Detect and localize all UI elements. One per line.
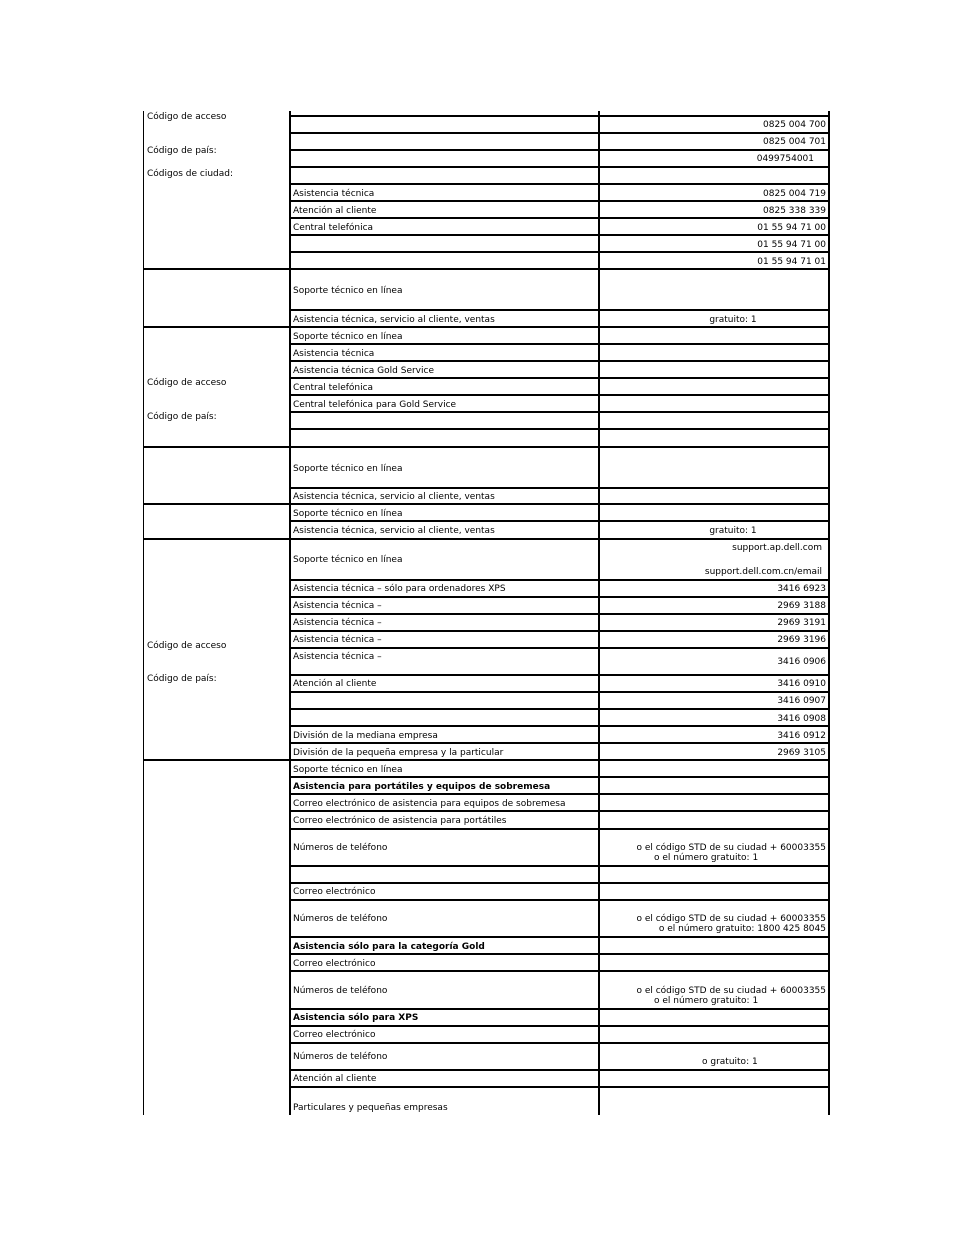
row-desc: Soporte técnico en línea — [293, 464, 403, 474]
row-desc: Particulares y pequeñas empresas — [293, 1103, 448, 1113]
phone-value: 0825 004 700 — [763, 120, 826, 130]
phone-value-alt: o el número gratuito: 1800 425 8045 — [658, 924, 826, 934]
row-rule — [290, 487, 830, 489]
row-rule — [290, 810, 830, 812]
phone-value: 3416 0912 — [777, 731, 826, 741]
row-desc: Atención al cliente — [293, 206, 377, 216]
phone-value: 2969 3191 — [777, 618, 826, 628]
section-heading: Asistencia sólo para la categoría Gold — [293, 942, 485, 952]
row-rule — [290, 647, 830, 649]
row-desc: Asistencia técnica – — [293, 601, 382, 611]
row-rule — [290, 360, 830, 362]
row-rule — [290, 520, 830, 522]
section-heading: Asistencia para portátiles y equipos de sobremesa — [293, 782, 551, 792]
row-rule — [290, 411, 830, 413]
row-desc: Asistencia técnica, servicio al cliente, ventas — [293, 492, 495, 502]
block3-left-1: Código de acceso — [147, 378, 227, 388]
phone-value: 2969 3196 — [777, 635, 826, 645]
block-separator — [143, 268, 830, 270]
row-rule — [290, 725, 830, 727]
row-rule — [290, 1086, 830, 1088]
row-desc: Central telefónica — [293, 223, 374, 233]
row-desc: Soporte técnico en línea — [293, 286, 403, 296]
block1-left-1: Código de acceso — [147, 112, 227, 122]
phone-value: o el código STD de su ciudad + 60003355 — [636, 986, 826, 996]
phone-value: 0825 338 339 — [763, 206, 826, 216]
phone-value: o el código STD de su ciudad + 60003355 — [636, 843, 826, 853]
row-desc: Central telefónica — [293, 383, 374, 393]
phone-value: 01 55 94 71 00 — [757, 240, 826, 250]
block-separator — [143, 538, 830, 540]
row-rule — [290, 149, 830, 151]
block-separator — [143, 503, 830, 505]
row-rule — [290, 742, 830, 744]
phone-value: 3416 0906 — [777, 657, 826, 667]
section-heading: Asistencia sólo para XPS — [293, 1013, 419, 1023]
phone-value: 0825 004 701 — [763, 137, 826, 147]
support-url[interactable]: support.ap.dell.com — [732, 543, 822, 553]
row-rule — [290, 251, 830, 253]
row-rule — [290, 776, 830, 778]
row-desc: Asistencia técnica – — [293, 652, 382, 662]
row-rule — [290, 309, 830, 311]
phone-value: o el código STD de su ciudad + 60003355 — [636, 914, 826, 924]
row-desc: Asistencia técnica, servicio al cliente, ventas — [293, 315, 495, 325]
row-desc: Asistencia técnica – sólo para ordenadores XPS — [293, 584, 506, 594]
row-rule — [290, 691, 830, 693]
phone-value: 2969 3188 — [777, 601, 826, 611]
row-desc: Soporte técnico en línea — [293, 332, 403, 342]
row-rule — [290, 1069, 830, 1071]
row-rule — [290, 132, 830, 134]
row-rule — [290, 115, 830, 117]
row-desc: Central telefónica para Gold Service — [293, 400, 457, 410]
row-desc: Correo electrónico — [293, 887, 376, 897]
row-desc: Soporte técnico en línea — [293, 555, 403, 565]
block6-left-1: Código de acceso — [147, 641, 227, 651]
block6-left-2: Código de país: — [147, 674, 217, 684]
block-separator — [143, 759, 830, 761]
row-rule — [290, 828, 830, 830]
phone-value: 0825 004 719 — [763, 189, 826, 199]
row-rule — [290, 953, 830, 955]
row-desc: Correo electrónico de asistencia para equipos de sobremesa — [293, 799, 566, 809]
row-desc: Números de teléfono — [293, 843, 388, 853]
row-desc: Soporte técnico en línea — [293, 765, 403, 775]
row-rule — [290, 674, 830, 676]
row-desc: División de la pequeña empresa y la particular — [293, 748, 504, 758]
row-rule — [290, 579, 830, 581]
row-rule — [290, 183, 830, 185]
row-rule — [290, 899, 830, 901]
row-desc: Números de teléfono — [293, 986, 388, 996]
phone-value: gratuito: 1 — [709, 315, 757, 325]
row-desc: Asistencia técnica – — [293, 618, 382, 628]
row-rule — [290, 428, 830, 430]
row-desc: Correo electrónico — [293, 1030, 376, 1040]
block-separator — [143, 326, 830, 328]
block-separator — [143, 446, 830, 448]
row-desc: Atención al cliente — [293, 1074, 377, 1084]
row-desc: Asistencia técnica, servicio al cliente, ventas — [293, 526, 495, 536]
phone-value: 01 55 94 71 00 — [757, 223, 826, 233]
block1-left-3: Códigos de ciudad: — [147, 169, 234, 179]
phone-value: 01 55 94 71 01 — [757, 257, 826, 267]
row-rule — [290, 1008, 830, 1010]
phone-value: 2969 3105 — [777, 748, 826, 758]
phone-value-alt: o el número gratuito: 1 — [654, 853, 759, 863]
row-desc: Números de teléfono — [293, 914, 388, 924]
row-rule — [290, 1025, 830, 1027]
row-rule — [290, 166, 830, 168]
phone-value: gratuito: 1 — [709, 526, 757, 536]
row-rule — [290, 613, 830, 615]
phone-value: 3416 0907 — [777, 696, 826, 706]
block1-left-2: Código de país: — [147, 146, 217, 156]
row-rule — [290, 217, 830, 219]
row-rule — [290, 630, 830, 632]
row-rule — [290, 936, 830, 938]
row-desc: División de la mediana empresa — [293, 731, 438, 741]
table-border-left — [143, 111, 144, 1115]
row-desc: Correo electrónico de asistencia para portátiles — [293, 816, 507, 826]
row-rule — [290, 865, 830, 867]
phone-value: 0499754001 — [756, 154, 814, 164]
row-desc: Asistencia técnica — [293, 349, 375, 359]
row-desc: Números de teléfono — [293, 1052, 388, 1062]
row-rule — [290, 200, 830, 202]
row-rule — [290, 234, 830, 236]
row-rule — [290, 970, 830, 972]
row-rule — [290, 394, 830, 396]
phone-value: 3416 0910 — [777, 679, 826, 689]
row-rule — [290, 596, 830, 598]
row-desc: Correo electrónico — [293, 959, 376, 969]
phone-value: o gratuito: 1 — [702, 1057, 758, 1067]
block3-left-2: Código de país: — [147, 412, 217, 422]
row-rule — [290, 708, 830, 710]
phone-value: 3416 0908 — [777, 714, 826, 724]
row-desc: Asistencia técnica Gold Service — [293, 366, 434, 376]
row-rule — [290, 882, 830, 884]
phone-value: 3416 6923 — [777, 584, 826, 594]
row-rule — [290, 377, 830, 379]
row-rule — [290, 343, 830, 345]
support-email-url[interactable]: support.dell.com.cn/email — [704, 567, 822, 577]
row-rule — [290, 793, 830, 795]
row-desc: Asistencia técnica — [293, 189, 375, 199]
row-rule — [290, 1042, 830, 1044]
row-desc: Atención al cliente — [293, 679, 377, 689]
row-desc: Soporte técnico en línea — [293, 509, 403, 519]
row-desc: Asistencia técnica – — [293, 635, 382, 645]
phone-value-alt: o el número gratuito: 1 — [654, 996, 759, 1006]
